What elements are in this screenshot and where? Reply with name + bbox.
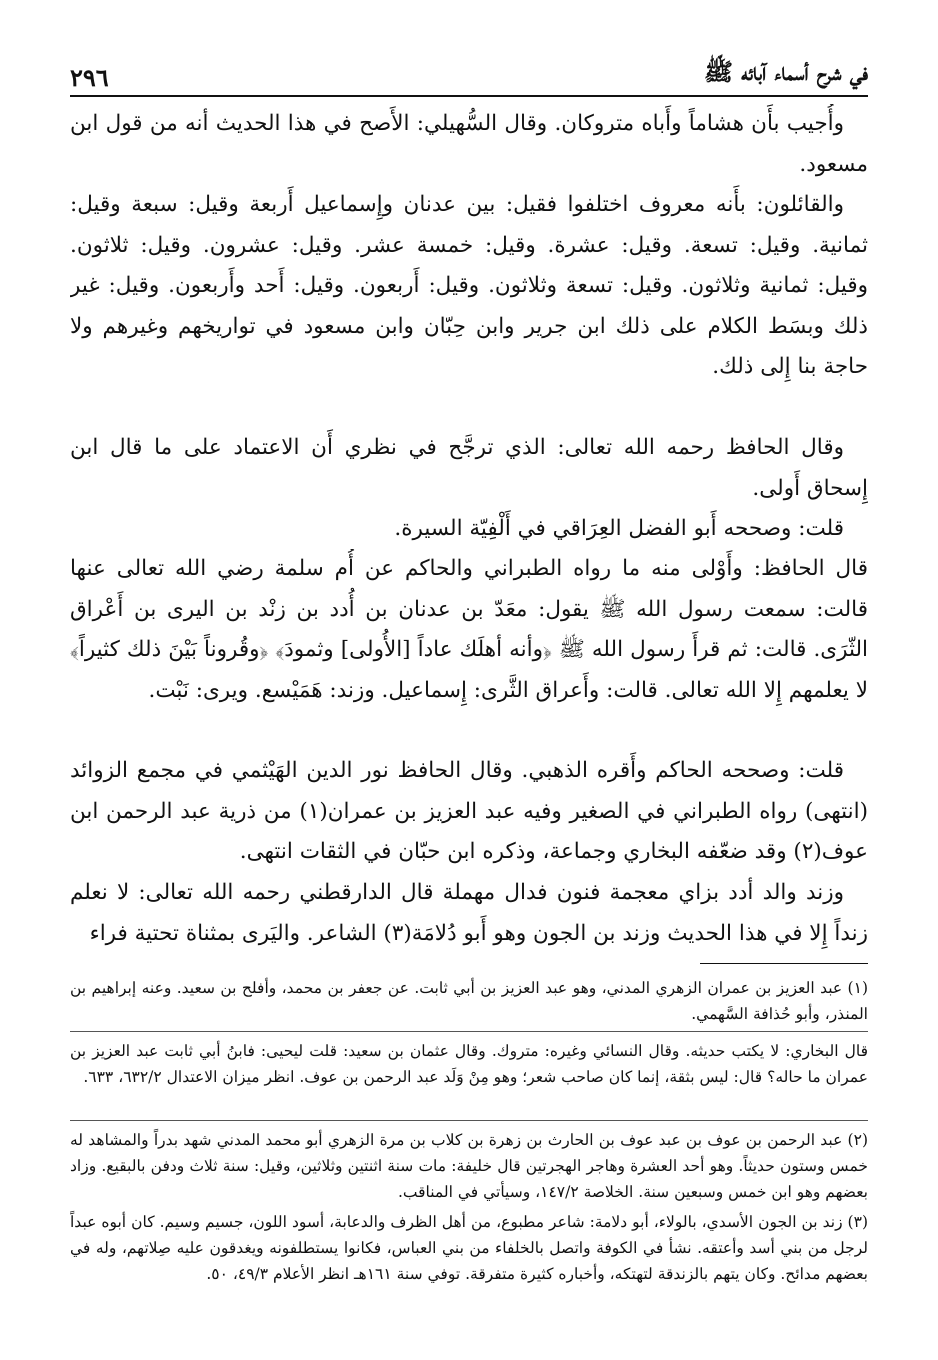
footnotes <box>70 975 868 1317</box>
footnote: (٣) زند بن الجون الأسدي، بالولاء، أبو دلامة: شاعر مطبوع، من أهل الظرف والدعابة، أسود اللون، جسيم وسيم. كان أبوه عبداً لرجل من بني أسد وأعتقه. نشأ في الكوفة واتصل بالخلفاء من بني العباس، فكانوا يستطلفونه ويغدقون عليه صِلاتهم، وله في بعضهم مدائح. وكان يتهم بالزندقة لتهتكه، وأخباره كثيرة متفرقة. توفي سنة ١٦١هـ انظر الأعلام ٤٩/٣، ٥٠. <box>70 1213 868 1283</box>
footnote: (٢) عبد الرحمن بن عوف بن عبد عوف بن الحارث بن زهرة بن كلاب بن مرة الزهري أبو محمد المدني شهد بدراً والمشاهد له خمس وستون حديثاً. وهو أحد العشرة وهاجر الهجرتين قال خليفة: مات سنة اثنتين وثلاثين، وقيل: سنة ثلاث ودفن بالبقيع. وزاد بعضهم وهو ابن خمس وسبعين سنة. الخلاصة ١٤٧/٢، وسيأتي في المناقب. <box>70 1131 868 1201</box>
footnote-divider <box>70 1120 868 1121</box>
main-text <box>70 104 868 954</box>
footnote: (١) عبد العزيز بن عمران الزهري المدني، وهو عبد العزيز بن أبي ثابت. عن جعفر بن محمد، وأفلح بن سعيد. وعنه إبراهيم بن المنذر، وأبو حُذافة السَّهمي. <box>70 979 868 1023</box>
page-header <box>70 52 868 92</box>
running-title: في شرح أسماء آبائه ﷺ <box>703 57 868 86</box>
page-number: ٢٩٦ <box>70 63 109 92</box>
paragraph: وزند والد أدد بزاي معجمة فنون فدال مهملة قال الدارقطني رحمه الله تعالى: لا نعلم زنداً إِلا في هذا الحديث وزند بن الجون وهو أَبو دُلامَة(٣) الشاعر. واليَرى بمثناة تحتية فراء <box>70 880 868 946</box>
footnote-divider <box>70 1031 868 1032</box>
footnote-rule <box>700 963 868 964</box>
paragraph: وأُجيب بأَن هشاماً وأَباه متروكان. وقال السُّهيلي: الأَصح في هذا الحديث أنه من قول ابن مسعود. <box>70 111 868 177</box>
paragraph: قلت: وصححه أَبو الفضل العِرَاقي في أَلْفِيّة السيرة. <box>394 516 844 541</box>
paragraph: قال الحافظ: وأَوْلى منه ما رواه الطبراني والحاكم عن أُم سلمة رضي الله تعالى عنها قالت: سمعت رسول الله ﷺ يقول: معَدّ بن عدنان بن أُدد بن زنْد بن اليرى بن أَعْراق الثّرَى. قالت: ثم قرأَ رسول الله ﷺ ﴿وأنه أهلَك عاداً [الأُولى] وثمودَ﴾ ﴿وقُروناً بَيْنَ ذلك كثيراً﴾ لا يعلمهم إِلا الله تعالى. قالت: وأَعراق الثَّرى: إِسماعيل. وزند: هَمَيْسع. ويرى: نَبْت. <box>70 556 868 703</box>
paragraph: وقال الحافظ رحمه الله تعالى: الذي ترجَّح في نظري أَن الاعتماد على ما قال ابن إِسحاق أَولى. <box>70 435 868 501</box>
paragraph: قلت: وصححه الحاكم وأَقره الذهبي. وقال الحافظ نور الدين الهَيْثمي في مجمع الزوائد (انتهى) رواه الطبراني في الصغير وفيه عبد العزيز بن عمران(١) من ذرية عبد الرحمن ابن عوف(٢) وقد ضعّفه البخاري وجماعة، وذكره ابن حبّان في الثقات انتهى. <box>70 758 868 864</box>
header-rule <box>70 95 868 97</box>
footnote: قال البخاري: لا يكتب حديثه. وقال النسائي وغيره: متروك. وقال عثمان بن سعيد: قلت ليحيى: فابنُ أبي ثابت عبد العزيز بن عمران ما حاله؟ قال: ليس بثقة، إنما كان صاحب شعر؛ وهو مِنْ وَلَد عبد الرحمن بن عوف. انظر ميزان الاعتدال ٦٣٢/٢، ٦٣٣. <box>70 1042 868 1086</box>
paragraph: والقائلون: بأَنه معروف اختلفوا فقيل: بين عدنان وإِسماعيل أَربعة وقيل: سبعة وقيل: ثمانية. وقيل: تسعة. وقيل: عشرة. وقيل: خمسة عشر. وقيل: عشرون. وقيل: ثلاثون. وقيل: ثمانية وثلاثون. وقيل: تسعة وثلاثون. وقيل: أَربعون. وقيل: أَحد وأَربعون. وقيل: غير ذلك وبسَط الكلام على ذلك ابن جرير وابن حِبّان وابن مسعود في تواريخهم وغيرهم ولا حاجة بنا إِلى ذلك. <box>70 192 868 379</box>
